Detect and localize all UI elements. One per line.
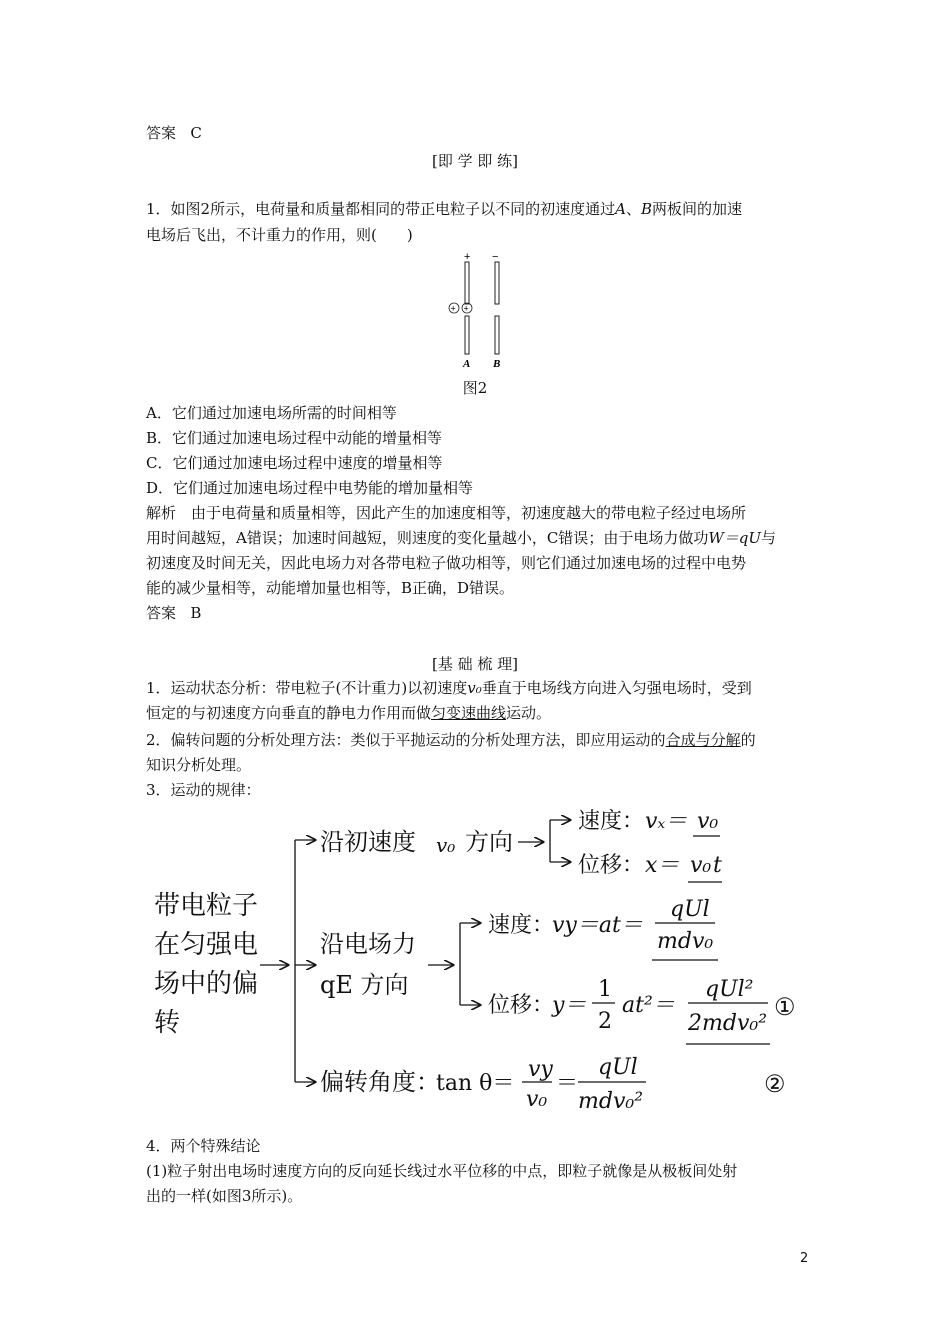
point4-line2: 出的一样(如图3所示)。 xyxy=(146,1187,303,1205)
plate-b-top xyxy=(495,262,499,304)
answer-label: 答案 xyxy=(146,604,177,622)
point4-line1: (1)粒子射出电场时速度方向的反向延长线过水平位移的中点，即粒子就像是从极板间处射 xyxy=(146,1162,738,1180)
b2-disp-num: qUl² xyxy=(705,977,754,1002)
option-b: B．它们通过加速电场过程中动能的增量相等 xyxy=(146,429,443,447)
branch1-label: 沿初速度 xyxy=(320,828,416,856)
point3-title: 3．运动的规律： xyxy=(146,781,261,799)
b2-circle-1: ① xyxy=(774,993,796,1021)
point2-text-b: 的 xyxy=(740,731,756,749)
plate-a-ref: A xyxy=(615,200,626,218)
b3-circle-2: ② xyxy=(764,1070,786,1098)
answer-c-line xyxy=(146,123,202,143)
section-title-basics: [基 础 梳 理] xyxy=(431,655,518,673)
analysis-line4: 能的减少量相等，动能增加量也相等，B正确，D错误。 xyxy=(146,579,515,597)
branch3-label: 偏转角度： xyxy=(320,1068,440,1096)
b3-eq: ＝ xyxy=(556,1071,579,1096)
question-stem-line2: 电场后飞出，不计重力的作用，则( ) xyxy=(146,226,413,244)
point2-text-a: 2．偏转问题的分析处理方法：类似于平抛运动的分析处理方法，即应用运动的 xyxy=(146,731,666,749)
plate-a-top xyxy=(465,262,469,304)
b3-frac1-den: v₀ xyxy=(526,1087,548,1112)
b2-disp-mid: at²＝ xyxy=(622,993,675,1018)
b1-speed-label: 速度： xyxy=(578,809,645,834)
answer-b-line xyxy=(146,603,201,623)
point1-line2-b: 运动。 xyxy=(506,704,552,722)
b3-tan: tan θ＝ xyxy=(436,1071,515,1096)
b3-frac2-num: qUl xyxy=(598,1055,638,1080)
particle-1-charge: + xyxy=(450,303,456,314)
plate-b-bottom xyxy=(495,316,499,354)
option-a: A．它们通过加速电场所需的时间相等 xyxy=(146,404,397,422)
b1-speed-lhs: vₓ＝ xyxy=(645,809,688,834)
b2-speed-num: qUl xyxy=(670,897,710,922)
page-number: 2 xyxy=(800,1251,809,1266)
point1-line1 xyxy=(146,678,752,698)
question-text: 如图2所示，电荷量和质量都相同的带正电粒子以不同的初速度通过 xyxy=(170,200,616,218)
analysis-line2-end: 与 xyxy=(761,529,777,547)
analysis-line2 xyxy=(146,528,776,548)
figure-2-caption: 图2 xyxy=(462,379,488,397)
b1-speed-rhs: v₀ xyxy=(697,809,719,834)
b1-disp-lhs: x＝ xyxy=(645,853,680,878)
point2-line1 xyxy=(146,730,756,750)
option-d: D．它们通过加速电场过程中电势能的增加量相等 xyxy=(146,479,474,497)
motion-laws-diagram xyxy=(140,790,820,1125)
analysis-line3: 初速度及时间无关，因此电场力对各带电粒子做功相等，则它们通过加速电场的过程中电势 xyxy=(146,554,747,572)
plus-sign: + xyxy=(464,251,471,263)
point1-line2 xyxy=(146,703,551,723)
analysis-line1: 解析 由于电荷量和质量相等，因此产生的加速度相等，初速度越大的带电粒子经过电场所 xyxy=(146,504,747,522)
root-line2: 在匀强电 xyxy=(154,930,259,960)
b2-speed-lhs: vy＝at＝ xyxy=(552,913,643,938)
work-formula: W＝qU xyxy=(708,529,761,547)
label-a: A xyxy=(463,358,471,370)
point1-underlined: 匀变速曲线 xyxy=(431,704,507,722)
separator: 、 xyxy=(625,200,641,218)
plate-b-ref: B xyxy=(640,200,652,218)
answer-value: C xyxy=(190,124,202,142)
b1-disp-label: 位移： xyxy=(578,853,645,878)
b2-speed-den: mdv₀ xyxy=(657,929,714,954)
point1-line2-a: 恒定的与初速度方向垂直的静电力作用而做 xyxy=(146,704,432,722)
section-title-practice: [即 学 即 练] xyxy=(431,152,518,170)
b2-disp-lhs: y＝ xyxy=(552,993,587,1018)
point4-title: 4．两个特殊结论 xyxy=(146,1137,261,1155)
branch1-direction: 方向 xyxy=(465,828,513,856)
root-line4: 转 xyxy=(154,1008,181,1038)
option-c: C．它们通过加速电场过程中速度的增量相等 xyxy=(146,454,443,472)
b1-disp-v0: v₀ xyxy=(690,853,712,878)
v0-symbol: v₀ xyxy=(467,679,482,697)
point1-text-a: 1．运动状态分析：带电粒子(不计重力)以初速度 xyxy=(146,679,468,697)
b3-frac2-den: mdv₀² xyxy=(578,1089,644,1114)
particle-2-charge: + xyxy=(463,303,469,314)
answer-value: B xyxy=(190,604,202,622)
branch2-line2: qE 方向 xyxy=(320,971,409,999)
point2-line2: 知识分析处理。 xyxy=(146,756,252,774)
label-b: B xyxy=(493,358,501,370)
b2-speed-label: 速度： xyxy=(488,913,555,938)
plate-a-bottom xyxy=(465,316,469,354)
question-stem-line1 xyxy=(146,199,742,219)
b1-disp-t: t xyxy=(713,853,722,878)
root-line3: 场中的偏 xyxy=(154,969,259,999)
analysis-line2-text: 用时间越短，A错误；加速时间越短，则速度的变化量越小，C错误；由于电场力做功 xyxy=(146,529,709,547)
b3-frac1-num: vy xyxy=(528,1057,553,1082)
minus-sign: − xyxy=(492,251,499,263)
branch2-line1: 沿电场力 xyxy=(320,930,416,958)
question-text-end: 两板间的加速 xyxy=(651,200,742,218)
point1-text-b: 垂直于电场线方向进入匀强电场时，受到 xyxy=(481,679,752,697)
b2-disp-den: 2mdv₀² xyxy=(688,1011,768,1036)
b2-half-num: 1 xyxy=(598,977,612,1002)
branch1-v0: v₀ xyxy=(436,833,456,857)
answer-label: 答案 xyxy=(146,124,177,142)
root-line1: 带电粒子 xyxy=(154,891,259,921)
b2-disp-label: 位移： xyxy=(488,993,555,1018)
question-number: 1． xyxy=(146,200,171,218)
b2-half-den: 2 xyxy=(598,1009,612,1034)
point2-underlined: 合成与分解 xyxy=(665,731,741,749)
figure-2-plates xyxy=(440,250,520,372)
